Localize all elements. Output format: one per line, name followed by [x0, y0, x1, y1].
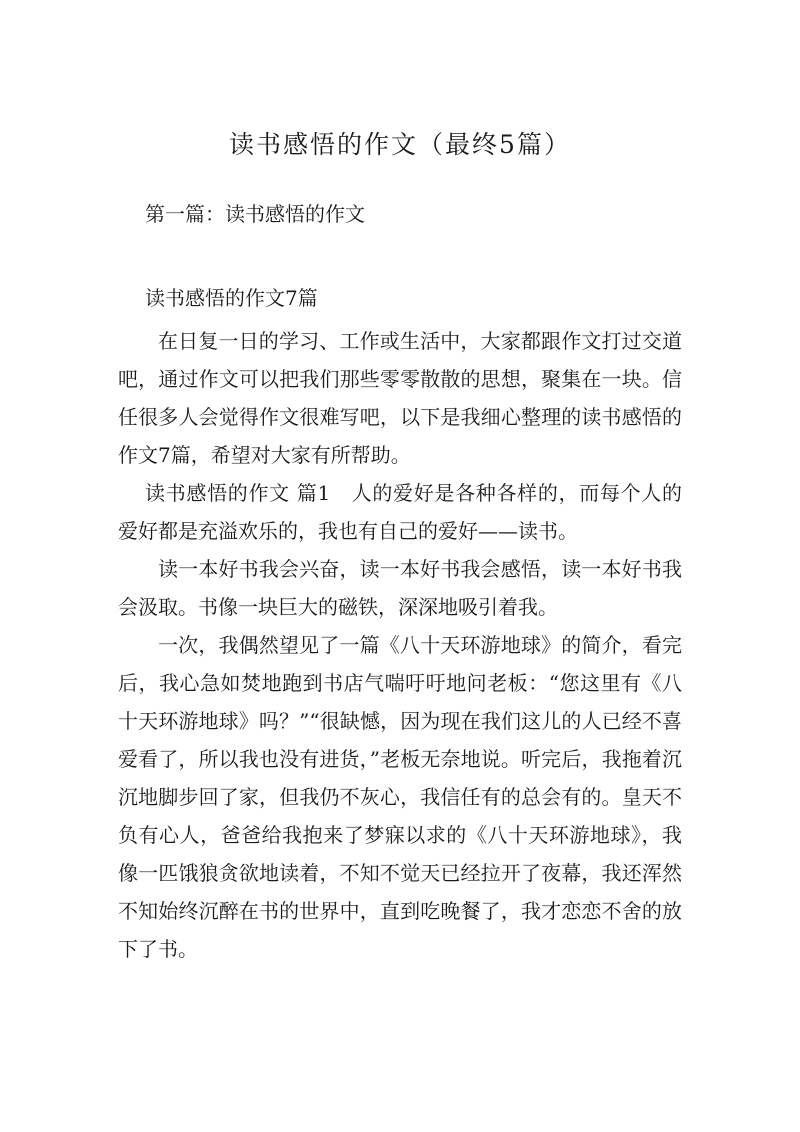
essay-paragraph: 读书感悟的作文 篇1 人的爱好是各种各样的，而每个人的爱好都是充溢欢乐的，我也有自己的爱好——读书。	[118, 481, 682, 543]
intro-paragraph: 在日复一日的学习、工作或生活中，大家都跟作文打过交道吧，通过作文可以把我们那些零零散散的思想，聚集在一块。信任很多人会觉得作文很难写吧，以下是我细心整理的读书感悟的作文7篇，希望对大家有所帮助。	[118, 329, 682, 467]
document-body	[118, 322, 682, 968]
document-title: 读书感悟的作文（最终5篇）	[229, 130, 571, 159]
essay-paragraph: 读一本好书我会兴奋，读一本好书我会感悟，读一本好书我会汲取。书像一块巨大的磁铁，深深地吸引着我。	[118, 557, 682, 619]
document-subtitle: 读书感悟的作文7篇	[145, 286, 318, 310]
section-heading: 第一篇：读书感悟的作文	[145, 202, 365, 226]
essay-paragraph: 一次，我偶然望见了一篇《八十天环游地球》的简介，看完后，我心急如焚地跑到书店气喘吁吁地问老板：“您这里有《八十天环游地球》吗？”“很缺憾，因为现在我们这儿的人已经不喜爱看了，所以我也没有进货，”老板无奈地说。听完后，我拖着沉沉地脚步回了家，但我仍不灰心，我信任有的总会有的。皇天不负有心人，爸爸给我抱来了梦寐以求的《八十天环游地球》，我像一匹饿狼贪欲地读着，不知不觉天已经拉开了夜幕，我还浑然不知始终沉醉在书的世界中，直到吃晚餐了，我才恋恋不舍的放下了书。	[118, 633, 682, 961]
